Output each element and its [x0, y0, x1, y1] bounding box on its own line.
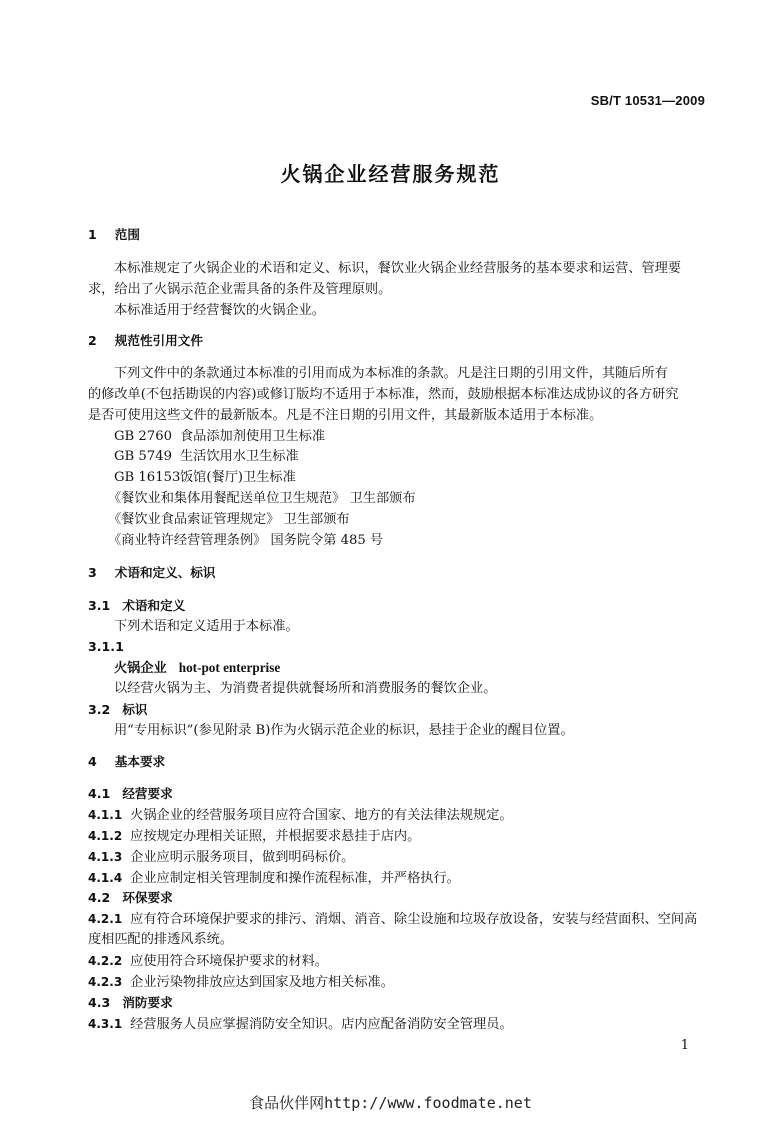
term-english: hot-pot enterprise	[178, 660, 281, 675]
section-4-heading: 4 基本要求	[88, 754, 166, 769]
clause-4-1-3: 4.1.3 企业应明示服务项目，做到明码标价。	[88, 850, 355, 865]
reference-item: GB 2760 食品添加剂使用卫生标准	[114, 429, 326, 444]
clause-4-1-2: 4.1.2 应按规定办理相关证照，并根据要求悬挂于店内。	[88, 829, 421, 844]
clause-4-1-1: 4.1.1 火锅企业的经营服务项目应符合国家、地方的有关法律法规规定。	[88, 808, 513, 823]
section-1-heading: 1 范围	[88, 227, 140, 242]
section-4-2-heading: 4.2 环保要求	[88, 890, 173, 905]
clause-4-1-4: 4.1.4 企业应制定相关管理制度和操作流程标准，并严格执行。	[88, 871, 460, 886]
section-3-2-heading: 3.2 标识	[88, 702, 148, 717]
section-3-1-heading: 3.1 术语和定义	[88, 598, 186, 613]
term-definition: 以经营火锅为主、为消费者提供就餐场所和消费服务的餐饮企业。	[114, 681, 497, 696]
footer-watermark: 食品伙伴网http://www.foodmate.net	[249, 1094, 532, 1112]
clause-4-2-1-continued: 度相匹配的排透风系统。	[88, 932, 234, 947]
clause-4-2-2: 4.2.2 应使用符合环境保护要求的材料。	[88, 954, 328, 969]
reference-item: GB 5749 生活饮用水卫生标准	[114, 449, 299, 464]
section-2-paragraph-a: 下列文件中的条款通过本标准的引用而成为本标准的条款。凡是注日期的引用文件，其随后所有	[114, 366, 668, 381]
term-chinese: 火锅企业	[114, 661, 167, 676]
section-2-paragraph-b: 的修改单(不包括勘误的内容)或修订版均不适用于本标准，然而，鼓励根据本标准达成协议的各方研究	[88, 387, 679, 402]
section-3-1-1-number: 3.1.1	[88, 639, 124, 654]
reference-document: 《餐饮业和集体用餐配送单位卫生规范》 卫生部颁布	[108, 491, 416, 506]
clause-4-3-1: 4.3.1 经营服务人员应掌握消防安全知识。店内应配备消防安全管理员。	[88, 1017, 513, 1032]
section-1-paragraph-1b: 求，给出了火锅示范企业需具备的条件及管理原则。	[88, 282, 392, 297]
clause-4-2-3: 4.2.3 企业污染物排放应达到国家及地方相关标准。	[88, 975, 394, 990]
section-4-1-heading: 4.1 经营要求	[88, 786, 173, 801]
term-entry	[114, 658, 280, 679]
clause-4-2-1: 4.2.1 应有符合环境保护要求的排污、消烟、消音、除尘设施和垃圾存放设备，安装与经营面积、空间高	[88, 912, 698, 927]
section-3-1-text: 下列术语和定义适用于本标准。	[114, 619, 299, 634]
reference-item: GB 16153饭馆(餐厅)卫生标准	[114, 470, 296, 485]
reference-document: 《餐饮业食品索证管理规定》 卫生部颁布	[108, 512, 350, 527]
section-1-paragraph-2: 本标准适用于经营餐饮的火锅企业。	[114, 303, 325, 318]
reference-document: 《商业特许经营管理条例》 国务院令第 485 号	[108, 533, 384, 548]
section-3-2-text: 用“专用标识”(参见附录 B)作为火锅示范企业的标识，悬挂于企业的醒目位置。	[114, 723, 574, 738]
page-number: 1	[680, 1038, 689, 1053]
standard-code: SB/T 10531—2009	[590, 93, 705, 108]
section-2-heading: 2 规范性引用文件	[88, 333, 203, 348]
section-1-paragraph-1a: 本标准规定了火锅企业的术语和定义、标识，餐饮业火锅企业经营服务的基本要求和运营、管理要	[114, 261, 682, 276]
section-4-3-heading: 4.3 消防要求	[88, 995, 173, 1010]
section-2-paragraph-c: 是否可使用这些文件的最新版本。凡是不注日期的引用文件，其最新版本适用于本标准。	[88, 408, 603, 423]
document-title: 火锅企业经营服务规范	[280, 162, 501, 186]
section-3-heading: 3 术语和定义、标识	[88, 565, 216, 580]
